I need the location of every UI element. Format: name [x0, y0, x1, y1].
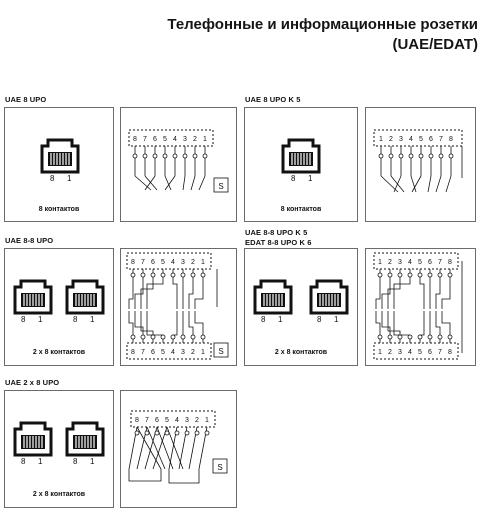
svg-text:6: 6: [428, 259, 432, 266]
pin-label-right: 1: [67, 174, 72, 183]
terminal-number: 5: [163, 136, 167, 143]
wiring-schematic: [121, 108, 238, 223]
section-label-uae88upok5: UAE 8-8 UPO K 5: [245, 228, 308, 237]
terminal-number: 6: [153, 136, 157, 143]
svg-text:4: 4: [171, 349, 175, 356]
svg-text:1: 1: [201, 349, 205, 356]
svg-text:5: 5: [419, 136, 423, 143]
terminal-number: 4: [173, 136, 177, 143]
svg-text:4: 4: [408, 259, 412, 266]
svg-text:2: 2: [388, 349, 392, 356]
svg-text:8: 8: [131, 259, 135, 266]
pin-label-right: 1: [308, 174, 313, 183]
wiring-diagram-uae8upo: [120, 107, 237, 222]
svg-text:S: S: [217, 463, 223, 472]
svg-text:1: 1: [379, 136, 383, 143]
box-caption: 2 x 8 контактов: [32, 349, 86, 356]
wiring-schematic: [121, 249, 238, 367]
svg-text:4: 4: [409, 136, 413, 143]
svg-text:1: 1: [378, 259, 382, 266]
svg-text:6: 6: [155, 417, 159, 424]
svg-text:5: 5: [161, 259, 165, 266]
jack-box-uae2x8upo: [4, 390, 114, 508]
svg-text:7: 7: [438, 349, 442, 356]
svg-text:1: 1: [378, 349, 382, 356]
pin-label-left: 8: [317, 315, 322, 324]
svg-text:3: 3: [399, 136, 403, 143]
page-title: Телефонные и информационные розетки: [167, 16, 478, 33]
svg-text:6: 6: [151, 349, 155, 356]
wiring-diagram-uae88upok5: [365, 248, 476, 366]
svg-text:4: 4: [175, 417, 179, 424]
wiring-schematic: [366, 108, 477, 223]
svg-text:5: 5: [161, 349, 165, 356]
terminal-number: 7: [143, 136, 147, 143]
terminal-number: 8: [133, 136, 137, 143]
box-caption: 2 x 8 контактов: [32, 491, 86, 498]
box-caption: 2 x 8 контактов: [274, 349, 328, 356]
wiring-schematic: [366, 249, 477, 367]
svg-text:5: 5: [165, 417, 169, 424]
svg-text:4: 4: [171, 259, 175, 266]
wiring-diagram-uae88upo: [120, 248, 237, 366]
svg-text:8: 8: [131, 349, 135, 356]
shield-label: S: [218, 182, 224, 191]
wiring-diagram-uae2x8upo: [120, 390, 237, 508]
box-caption: 8 контактов: [280, 206, 322, 213]
wiring-schematic: [121, 391, 238, 509]
terminal-number: 2: [193, 136, 197, 143]
pin-label-left: 8: [291, 174, 296, 183]
pin-label-right: 1: [90, 457, 95, 466]
svg-text:4: 4: [408, 349, 412, 356]
pin-label-left: 8: [73, 315, 78, 324]
svg-text:3: 3: [185, 417, 189, 424]
svg-text:8: 8: [449, 136, 453, 143]
svg-text:2: 2: [388, 259, 392, 266]
svg-text:6: 6: [151, 259, 155, 266]
svg-text:1: 1: [205, 417, 209, 424]
pin-label-left: 8: [21, 315, 26, 324]
svg-text:6: 6: [428, 349, 432, 356]
pin-label-left: 8: [50, 174, 55, 183]
page-subtitle: (UAE/EDAT): [392, 36, 478, 53]
svg-text:8: 8: [448, 349, 452, 356]
svg-text:S: S: [218, 347, 224, 356]
section-label-uae88upo: UAE 8-8 UPO: [5, 236, 54, 245]
svg-text:6: 6: [429, 136, 433, 143]
pin-label-left: 8: [261, 315, 266, 324]
svg-text:7: 7: [145, 417, 149, 424]
jack-box-uae88upo: [4, 248, 114, 366]
pin-label-right: 1: [38, 457, 43, 466]
svg-text:3: 3: [398, 259, 402, 266]
jack-box-uae8upo: [4, 107, 114, 222]
pin-label-right: 1: [334, 315, 339, 324]
terminal-number: 1: [203, 136, 207, 143]
section-label-uae8upo: UAE 8 UPO: [5, 95, 47, 104]
section-label-edat88upok6: EDAT 8-8 UPO K 6: [245, 238, 312, 247]
svg-text:1: 1: [201, 259, 205, 266]
svg-text:5: 5: [418, 349, 422, 356]
svg-text:7: 7: [439, 136, 443, 143]
pin-label-left: 8: [73, 457, 78, 466]
svg-text:8: 8: [448, 259, 452, 266]
wiring-diagram-uae8upok5: [365, 107, 476, 222]
pin-label-right: 1: [38, 315, 43, 324]
svg-text:3: 3: [398, 349, 402, 356]
pin-label-left: 8: [21, 457, 26, 466]
pin-label-right: 1: [90, 315, 95, 324]
svg-text:7: 7: [141, 259, 145, 266]
svg-text:2: 2: [191, 349, 195, 356]
svg-text:2: 2: [191, 259, 195, 266]
svg-text:8: 8: [135, 417, 139, 424]
svg-text:2: 2: [389, 136, 393, 143]
section-label-uae8upok5: UAE 8 UPO K 5: [245, 95, 301, 104]
svg-text:5: 5: [418, 259, 422, 266]
box-caption: 8 контактов: [38, 206, 80, 213]
svg-text:7: 7: [438, 259, 442, 266]
svg-text:3: 3: [181, 259, 185, 266]
jack-box-uae8upok5: [244, 107, 358, 222]
svg-text:3: 3: [181, 349, 185, 356]
svg-text:7: 7: [141, 349, 145, 356]
svg-text:2: 2: [195, 417, 199, 424]
jack-box-uae88upok5: [244, 248, 358, 366]
terminal-number: 3: [183, 136, 187, 143]
pin-label-right: 1: [278, 315, 283, 324]
section-label-uae2x8upo: UAE 2 x 8 UPO: [5, 378, 60, 387]
